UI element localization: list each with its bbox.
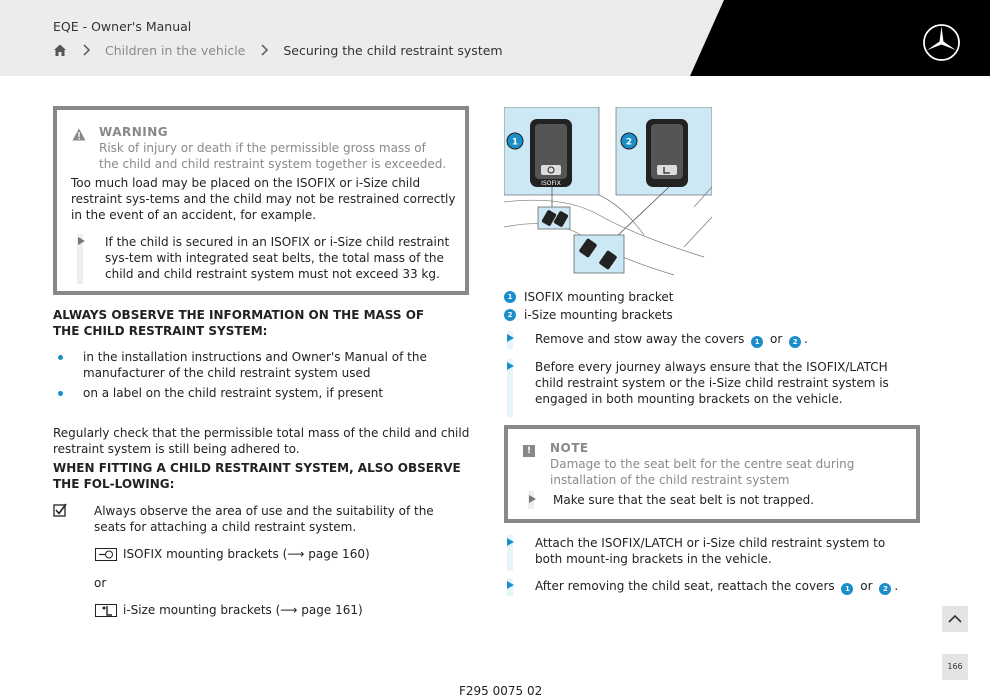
step-attach xyxy=(504,535,914,569)
chevron-right-icon xyxy=(81,43,91,57)
callout-1: 1 xyxy=(511,137,519,148)
arrow-right-icon xyxy=(507,334,514,342)
legend-item xyxy=(504,289,674,305)
figure-caption: F295 0075 02 xyxy=(459,684,543,698)
warning-box xyxy=(53,106,469,295)
callout-2: 2 xyxy=(625,137,633,148)
warning-subtitle: Risk of injury or death if the permissible gross mass of the child and child restraint system together is exceeded. xyxy=(99,141,447,171)
doc-title: EQE - Owner's Manual xyxy=(53,19,192,34)
arrow-right-icon xyxy=(78,237,85,245)
note-subtitle: Damage to the seat belt for the centre seat during installation of the child restraint system xyxy=(550,457,855,487)
note-box xyxy=(504,425,920,523)
scroll-to-top-button[interactable] xyxy=(942,606,968,632)
mass-bullet-list xyxy=(53,349,473,405)
exclamation-icon: ! xyxy=(523,445,535,457)
isofix-label: ISOFIX xyxy=(541,180,561,187)
warning-step xyxy=(71,234,461,284)
number-1-icon: 1 xyxy=(841,583,853,595)
home-icon[interactable] xyxy=(53,43,67,57)
number-2-icon: 2 xyxy=(879,583,891,595)
number-2-icon: 2 xyxy=(504,309,516,321)
isize-page-link[interactable]: i-Size mounting brackets (⟶ page 161) xyxy=(123,603,363,617)
number-1-icon: 1 xyxy=(504,291,516,303)
breadcrumb-current: Securing the child restraint system xyxy=(283,42,503,58)
step-reattach xyxy=(504,578,914,596)
page-number-button[interactable]: 166 xyxy=(942,654,968,680)
list-item: in the installation instructions and Owner's Manual of the manufacturer of the child restraint system used xyxy=(53,349,473,381)
step-text: Attach the ISOFIX/LATCH or i-Size child restraint system to both mount-ing brackets in the vehicle. xyxy=(535,536,886,566)
note-step xyxy=(522,491,912,509)
legend-label: i-Size mounting brackets xyxy=(524,308,673,322)
step-text: After removing the child seat, reattach the covers 1 or 2 . xyxy=(535,579,899,593)
warning-triangle-icon xyxy=(72,128,86,141)
arrow-right-icon xyxy=(507,581,514,589)
fitting-heading: WHEN FITTING A CHILD RESTRAINT SYSTEM, ALSO OBSERVE THE FOL-LOWING: xyxy=(53,461,461,491)
breadcrumb xyxy=(53,42,503,58)
chevron-up-icon xyxy=(942,606,968,632)
note-step-text: Make sure that the seat belt is not trapped. xyxy=(553,493,815,507)
warning-title: WARNING xyxy=(99,125,169,139)
mass-heading: ALWAYS OBSERVE THE INFORMATION ON THE MASS OF THE CHILD RESTRAINT SYSTEM: xyxy=(53,308,425,338)
list-item: on a label on the child restraint system, if present xyxy=(53,385,473,401)
number-1-icon: 1 xyxy=(751,336,763,348)
step-text: Remove and stow away the covers 1 or 2 . xyxy=(535,332,808,346)
suitability-text: Always observe the area of use and the suitability of the seats for attaching a child restraint system. xyxy=(94,504,434,534)
legend-item xyxy=(504,307,673,323)
isofix-page-link[interactable]: ISOFIX mounting brackets (⟶ page 160) xyxy=(123,547,370,561)
arrow-right-icon xyxy=(507,538,514,546)
mass-paragraph: Regularly check that the permissible total mass of the child and child restraint system is still being adhered to. xyxy=(53,426,470,456)
warning-step-text: If the child is secured in an ISOFIX or i-Size child restraint sys-tem with integrated seat belts, the total mass of the child and child restraint system must not exceed 33 kg. xyxy=(105,235,450,281)
checkbox-check-icon xyxy=(53,503,67,517)
legend-label: ISOFIX mounting bracket xyxy=(524,290,674,304)
breadcrumb-item-children[interactable]: Children in the vehicle xyxy=(105,42,246,58)
arrow-right-icon xyxy=(529,495,536,503)
warning-text: Too much load may be placed on the ISOFIX or i-Size child restraint sys-tems and the child may not be restrained correctly in the event of an accident, for example. xyxy=(71,176,456,222)
isofix-bracket-icon xyxy=(95,548,117,561)
mercedes-star-logo[interactable] xyxy=(922,23,961,62)
or-text: or xyxy=(94,576,107,590)
chevron-right-icon xyxy=(259,43,269,57)
step-remove-covers xyxy=(504,331,914,349)
note-title: NOTE xyxy=(550,441,589,455)
step-text: Before every journey always ensure that the ISOFIX/LATCH child restraint system or the i-Size child restraint system is engaged in both mounting brackets on the vehicle. xyxy=(535,360,889,406)
arrow-right-icon xyxy=(507,362,514,370)
mounting-bracket-illustration xyxy=(504,107,712,277)
header-bar xyxy=(0,0,990,76)
isize-bracket-icon xyxy=(95,604,117,617)
step-before-journey xyxy=(504,359,914,409)
number-2-icon: 2 xyxy=(789,336,801,348)
